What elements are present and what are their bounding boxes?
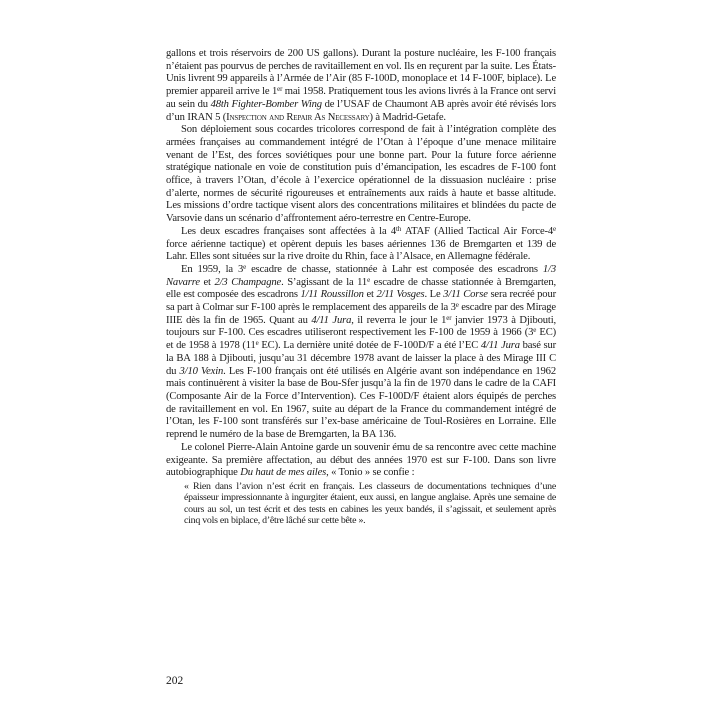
text-run: ATAF (Allied Tactical Air Force-4 (401, 225, 554, 237)
italic-text: 2/11 Vosges (376, 289, 425, 301)
italic-text: 3/11 Corse (443, 289, 488, 301)
text-run: et (363, 289, 377, 301)
page-number: 202 (166, 675, 184, 687)
block-quote: « Rien dans l’avion n’est écrit en français. Les classeurs de documentations techniques d’une épaisseur impressionnante à ingurgiter étaient, eux aussi, en langue anglaise. Après une semaine de cours au sol, un test écrit et des tests en cabines les yeux bandés, il s’agissait, et seulement après cinq vols en biplace, d’être lâché sur cette bête ». (184, 480, 556, 527)
superscript: er (446, 313, 452, 322)
text-run: gallons et trois réservoirs de 200 US gallons). Durant la posture nucléaire, les F-100 français n’étaient pas pourvus de perches de ravitaillement en vol. Ils en reçurent par la suite. Les États-Unis livrent 99 appareils à l’Armée de l’Air (85 F-100D, monoplace et 14 F-100F, biplace). Le premier appareil arrive le 1 (166, 48, 556, 98)
text-run: EC) et de 1958 à 1978 (11 (166, 327, 556, 352)
paragraph (166, 48, 556, 124)
text-run: ) à Madrid-Getafe. (369, 111, 446, 123)
text-run: sera recréé pour sa part à Colmar sur F-100 après le remplacement des appareils de la 3 (166, 289, 556, 314)
text-run: , « Tonio » se confie : (326, 467, 415, 479)
text-run: force aérienne tactique) et opèrent depuis les bases aériennes 136 de Bremgarten et 139 de Lahr. Elles sont situées sur la rive droite du Rhin, face à l’Alsace, en Allemagne fédérale. (166, 238, 556, 263)
paragraph (166, 226, 556, 264)
text-run: escadre de chasse, stationnée à Lahr est composée des escadrons (246, 263, 543, 275)
italic-text: Du haut de mes ailes (240, 467, 327, 479)
text-run: Le colonel Pierre-Alain Antoine garde un souvenir ému de sa rencontre avec cette machine exigeante. Sa première affectation, au début des années 1970 est sur F-100. Dans son livre autobiographique (166, 441, 556, 479)
text-run: Les deux escadres françaises sont affectées à la 4 (181, 225, 396, 237)
page-body (166, 48, 556, 527)
text-run: janvier 1973 à Djibouti, toujours sur F-100. Ces escadres utiliseront respectivement les F-100 de 1959 à 1966 (3 (166, 314, 557, 339)
paragraph (166, 442, 556, 480)
superscript: e (455, 301, 459, 310)
italic-text: 4/11 Jura (311, 314, 352, 326)
italic-text: 1/11 Roussillon (300, 289, 364, 301)
text-run: . S’agissant de la 11 (281, 276, 368, 288)
superscript: e (255, 339, 259, 348)
italic-text: 48th Fighter-Bomber Wing (210, 98, 322, 110)
paragraph (166, 264, 556, 442)
text-run: EC). La dernière unité dotée de F-100D/F a été l’EC (258, 340, 481, 352)
superscript: e (553, 224, 556, 233)
paragraph (166, 124, 556, 226)
text-run: de l’USAF de Chaumont AB après avoir été révisés lors d’un IRAN 5 ( (166, 98, 556, 123)
text-run: Son déploiement sous cocardes tricolores correspond de fait à l’intégration complète des armées françaises au commandement intégré de l’Otan à l’époque d’une menace militaire venant de l’Est, des forces soviétiques pour une bonne part. Pour la future force aérienne stratégique nationale en voie de constitution puis d’émancipation, les escadres de F-100 font office, à travers l’Otan, d’école à l’exercice opérationnel de la dissuasion nucléaire : prise d’alerte, normes de sécurité rigoureuses et entraînements aux raids à haute et basse altitude. Les missions d’ordre tactique visent alors des concentrations militaires et blindées du pacte de Varsovie dans un scénario d’affrontement aéro-terrestre en Centre-Europe. (166, 124, 556, 225)
text-run: . Les F-100 français ont été utilisés en Algérie avant son indépendance en 1962 mais continuèrent à visiter la base de Bou-Sfer jusqu’à la fin de 1970 dans le cadre de la CAFI (Composante Air de la Force d’Intervention). Ces F-100D/F étaient alors équipés de perches de ravitaillement en vol. En 1967, suite au départ de la France du commandement intégré de l’Otan, les F-100 sont transférés sur l’ex-base américaine de Toul-Rosières en Lorraine. Elle reprend le numéro de la base de Bremgarten, la BA 136. (166, 365, 556, 441)
text-run: escadre par des Mirage IIIE dès la fin de 1965. Quant au (166, 302, 556, 326)
italic-text: 1/3 Navarre (166, 263, 556, 288)
text-run: mai 1958. Pratiquement tous les avions livrés à la France ont servi au sein du (166, 86, 556, 110)
text-run: En 1959, la 3 (181, 263, 244, 275)
superscript: e (243, 262, 247, 271)
text-run: . Le (424, 289, 444, 301)
italic-text: 2/3 Champagne (214, 276, 282, 288)
superscript: e (533, 326, 537, 335)
text-run: et (199, 276, 215, 288)
text-run: escadre de chasse stationnée à Bremgarten, elle est composée des escadrons (166, 276, 556, 301)
italic-text: 4/11 Jura (480, 340, 520, 352)
text-run: basé sur la BA 188 à Djibouti, jusqu’au 31 décembre 1978 avant de laisser la place à des Mirage III C du (166, 340, 557, 377)
text-run: , il reverra le jour le 1 (351, 314, 447, 326)
italic-text: 3/10 Vexin (179, 365, 224, 377)
superscript: th (395, 224, 402, 233)
superscript: er (277, 85, 283, 94)
superscript: e (367, 275, 371, 284)
small-caps-text: Inspection and Repair As Necessary (226, 111, 370, 123)
